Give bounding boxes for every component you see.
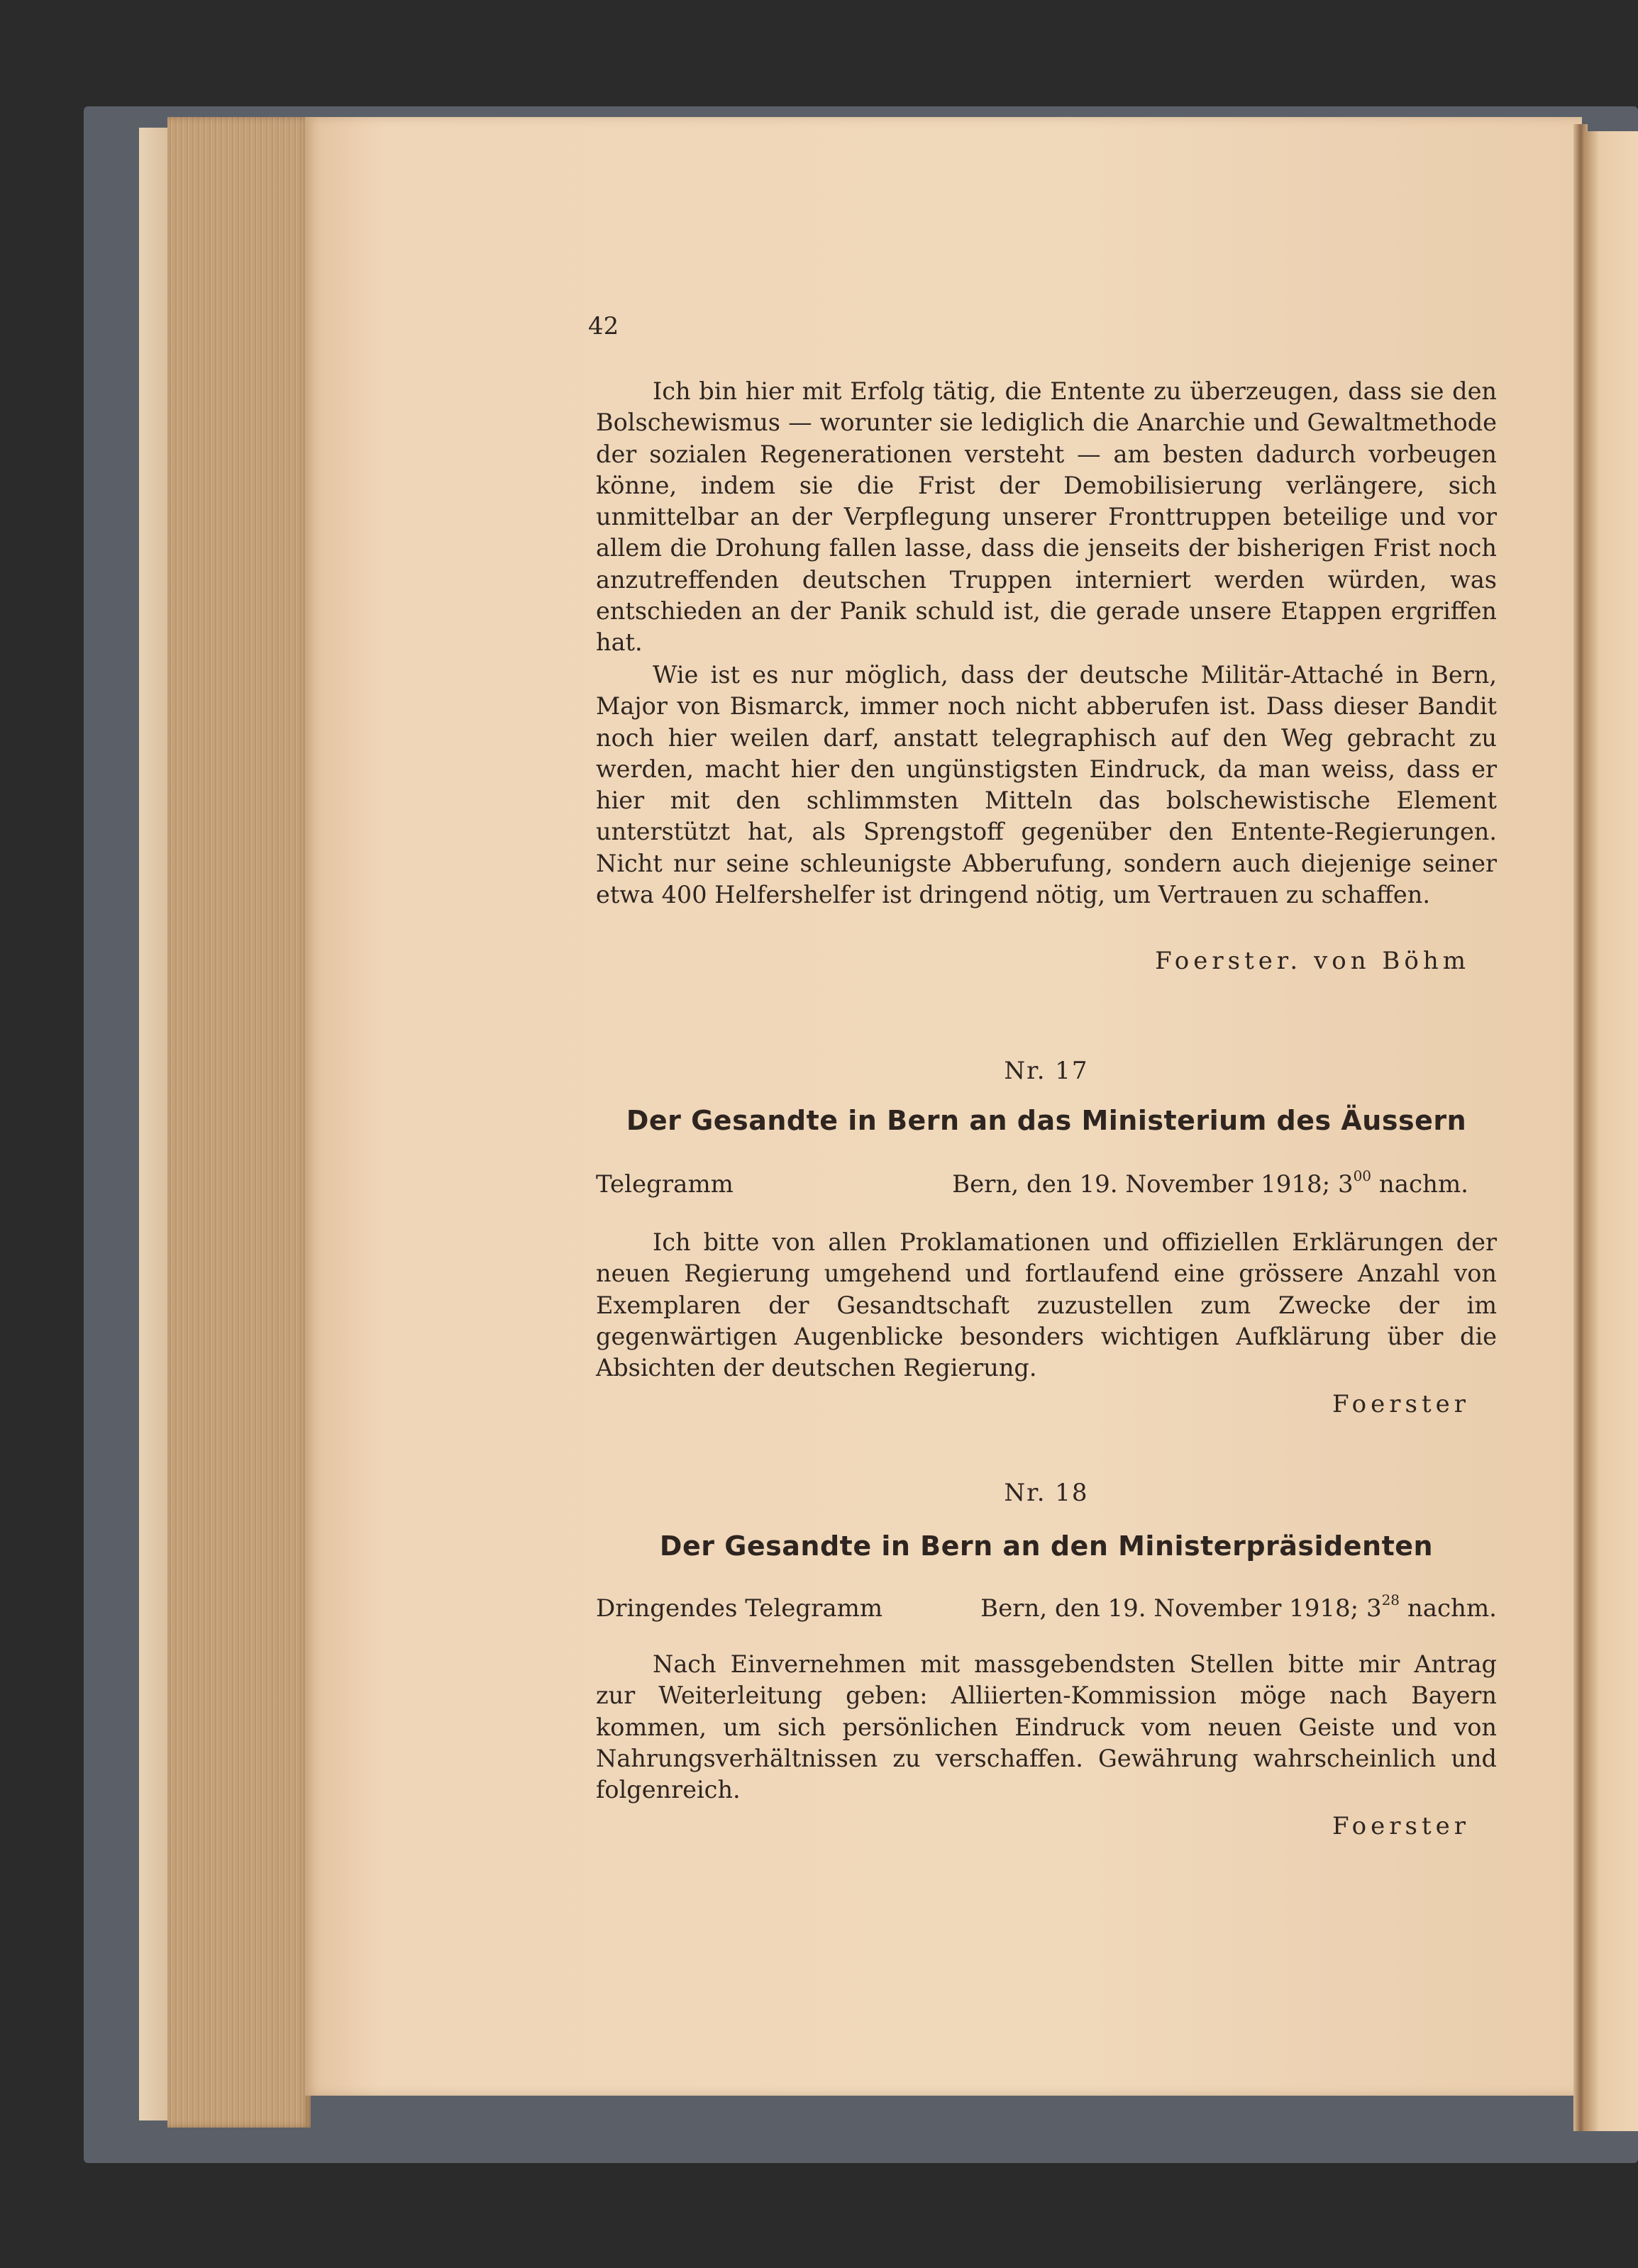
telegram-meta [596,1591,1497,1623]
paragraph: Wie ist es nur möglich, dass der deutsche Militär-Attaché in Bern, Major von Bismarck, immer noch nicht abberufen ist. Dass dieser Bandit noch hier weilen darf, anstatt telegraphisch auf den Weg gebracht zu werden, macht hier den ungünstigsten Eindruck, da man weiss, dass er hier mit den schlimmsten Mitteln das bolschewistische Element unterstützt hat, als Sprengstoff gegenüber den Entente-Regierungen. Nicht nur seine schleunigste Abberufung, sondern auch diejenige seiner etwa 400 Helfershelfer ist dringend nötig, um Vertrauen zu schaffen. [596,661,1497,909]
telegram-meta [596,1167,1497,1199]
document-number: Nr. 17 [1004,1057,1089,1085]
paragraph: Nach Einvernehmen mit massgebendsten Stellen bitte mir Antrag zur Weiterleitung geben: Alliierten-Kommission möge nach Bayern kommen, um sich persönlichen Eindruck vom neuen Geiste und von Nahrungsverhältnissen zu verschaffen. Gewährung wahrscheinlich und folgenreich. [596,1650,1497,1804]
signature: Foerster. von Böhm [1155,947,1470,975]
signature: Foerster [1332,1390,1470,1418]
telegram-date: Bern, den 19. November 1918; $3^{00}$ nachm. [952,1167,1468,1199]
page-edge [139,128,167,2120]
telegram-type: Telegramm [596,1170,734,1199]
telegram-type: Dringendes Telegramm [596,1594,883,1623]
paragraph: Ich bin hier mit Erfolg tätig, die Entente zu überzeugen, dass sie den Bolschewismus — worunter sie lediglich die Anarchie und Gewaltmethode der sozialen Regenerationen versteht — am besten dadurch vorbeugen könne, indem sie die Frist der Demobilisierung verlängere, sich unmittelbar an der Verpflegung unserer Fronttruppen beteilige und vor allem die Drohung fallen lasse, dass die jenseits der bisherigen Frist noch anzutreffenden deutschen Truppen interniert werden würden, was entschieden an der Panik schuld ist, die gerade unsere Etappen ergriffen hat. [596,377,1497,657]
document-heading: Der Gesandte in Bern an das Ministerium des Äussern [626,1105,1467,1136]
paragraph: Ich bitte von allen Proklamationen und offiziellen Erklärungen der neuen Regierung umgehend und fortlaufend eine grössere Anzahl von Exemplaren der Gesandtschaft zuzustellen zum Zwecke der im gegenwärtigen Augenblicke besonders wichtigen Aufklärung über die Absichten der deutschen Regierung. [596,1228,1497,1382]
page-number: 42 [588,312,619,340]
telegram-date: Bern, den 19. November 1918; $3^{28}$ nachm. [980,1591,1497,1623]
facing-page [1583,131,1638,2131]
page-stack [167,117,311,2128]
document-heading: Der Gesandte in Bern an den Ministerpräsidenten [659,1530,1434,1562]
signature: Foerster [1332,1812,1470,1840]
document-number: Nr. 18 [1004,1479,1089,1507]
